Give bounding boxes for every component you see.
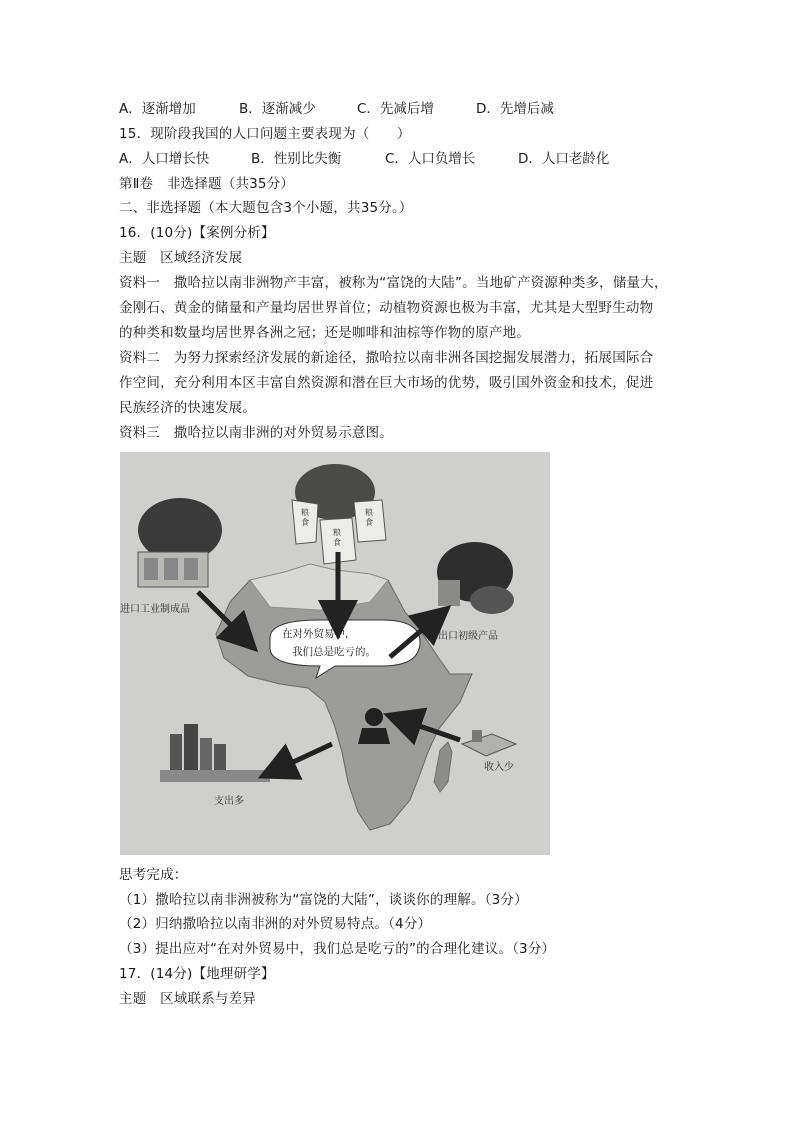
q14-option-c: C．先减后增 bbox=[357, 101, 434, 117]
q16-subquestion-2: （2）归纳撒哈拉以南非洲的对外贸易特点。（4分） bbox=[119, 916, 432, 932]
q15-option-c: C．人口负增长 bbox=[385, 151, 476, 167]
city-image bbox=[160, 724, 270, 782]
q16-subquestion-1: （1）撒哈拉以南非洲被称为“富饶的大陆”，谈谈你的理解。（3分） bbox=[119, 892, 528, 908]
q15-option-d: D．人口老龄化 bbox=[518, 151, 610, 167]
q16-theme: 主题 区域经济发展 bbox=[119, 250, 243, 266]
section-title: 第Ⅱ卷 非选择题（共35分） bbox=[119, 176, 295, 192]
q16-material1-line1: 资料一 撒哈拉以南非洲物产丰富，被称为“富饶的大陆”。当地矿产资源种类多，储量大， bbox=[119, 275, 668, 291]
bubble-line2: 我们总是吃亏的。 bbox=[292, 646, 376, 658]
madagascar-shape bbox=[434, 742, 452, 792]
q17-header: 17．(14分)【地理研学】 bbox=[119, 966, 275, 982]
q16-header: 16．(10分)【案例分析】 bbox=[119, 225, 275, 241]
sack-label-1: 粮食 bbox=[301, 508, 309, 527]
arrow-expense bbox=[276, 744, 332, 770]
bubble-line1: 在对外贸易中， bbox=[282, 628, 356, 640]
q16-material2-line2: 作空间，充分利用本区丰富自然资源和潜在巨大市场的优势，吸引国外资金和技术，促进 bbox=[119, 375, 654, 391]
q16-material2-line3: 民族经济的快速发展。 bbox=[119, 400, 256, 416]
sack-label-2: 粮食 bbox=[333, 528, 341, 547]
q15-stem: 15．现阶段我国的人口问题主要表现为（ ） bbox=[119, 126, 411, 142]
africa-trade-figure bbox=[120, 452, 550, 855]
q16-material2-line1: 资料二 为努力探索经济发展的新途径，撒哈拉以南非洲各国挖掘发展潜力，拓展国际合 bbox=[119, 350, 654, 366]
q16-think: 思考完成： bbox=[119, 867, 188, 883]
q15-option-a: A．人口增长快 bbox=[119, 151, 210, 167]
q14-option-b: B．逐渐减少 bbox=[239, 101, 316, 117]
q16-material3: 资料三 撒哈拉以南非洲的对外贸易示意图。 bbox=[119, 425, 393, 441]
q15-option-b: B．性别比失衡 bbox=[251, 151, 342, 167]
label-export: 出口初级产品 bbox=[438, 631, 498, 642]
q14-option-d: D．先增后减 bbox=[476, 101, 554, 117]
label-import: 进口工业制成品 bbox=[120, 604, 190, 615]
q16-material1-line3: 的种类和数量均居世界各洲之冠；还是咖啡和油棕等作物的原产地。 bbox=[119, 325, 530, 341]
q17-theme: 主题 区域联系与差异 bbox=[119, 991, 256, 1007]
label-expense: 支出多 bbox=[214, 796, 244, 807]
money-image bbox=[462, 734, 516, 756]
q14-option-a: A．逐渐增加 bbox=[119, 101, 196, 117]
section-subtitle: 二、非选择题（本大题包含3个小题，共35分。） bbox=[119, 200, 413, 216]
label-income: 收入少 bbox=[484, 762, 514, 773]
q16-material1-line2: 金刚石、黄金的储量和产量均居世界首位；动植物资源也极为丰富，尤其是大型野生动物 bbox=[119, 300, 654, 316]
sack-label-3: 粮食 bbox=[365, 508, 373, 527]
q16-subquestion-3: （3）提出应对“在对外贸易中，我们总是吃亏的”的合理化建议。（3分） bbox=[119, 941, 556, 957]
